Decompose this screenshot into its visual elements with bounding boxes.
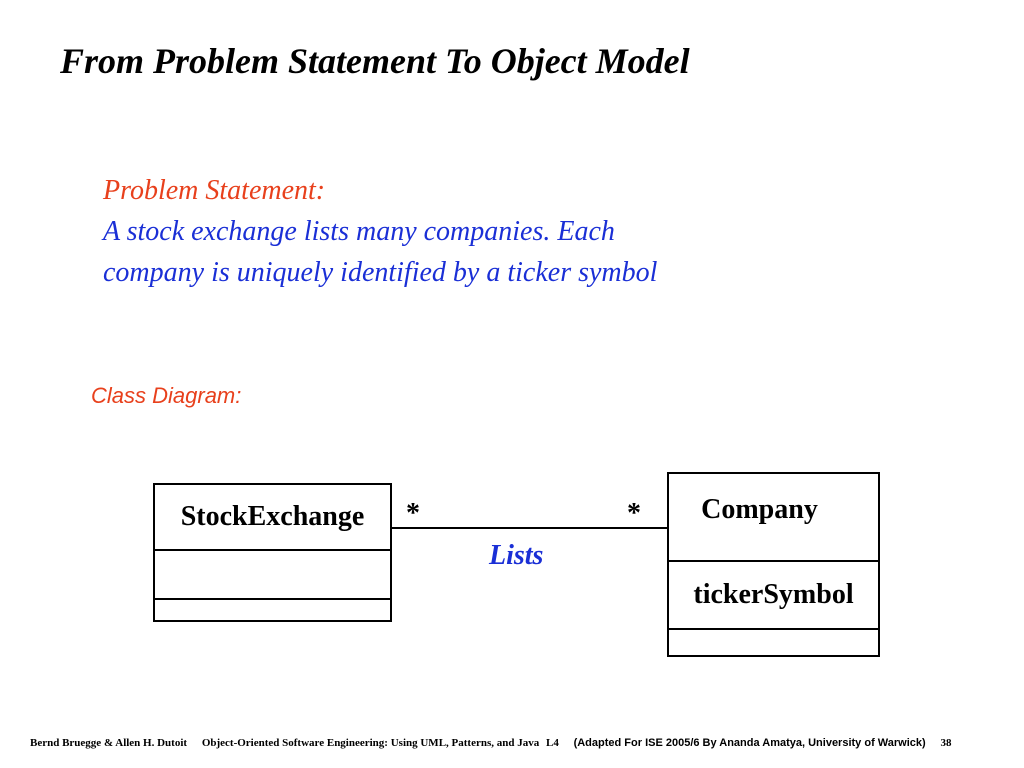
slide-title: From Problem Statement To Object Model [60, 41, 690, 81]
stockexchange-class-name: StockExchange [155, 485, 390, 551]
multiplicity-stockexchange: * [406, 498, 420, 529]
problem-heading: Problem Statement: [103, 175, 326, 206]
association-name: Lists [489, 540, 544, 571]
footer-adapted: (Adapted For ISE 2005/6 By Ananda Amatya, University of Warwick) [573, 737, 926, 749]
footer-authors: Bernd Bruegge & Allen H. Dutoit [30, 737, 188, 749]
problem-line-2: company is uniquely identified by a ticker symbol [103, 257, 658, 288]
company-attribute-tickersymbol: tickerSymbol [669, 562, 878, 630]
stockexchange-operations [155, 600, 390, 620]
problem-line-1: A stock exchange lists many companies. Each [103, 216, 615, 247]
footer-lecture: L4 [545, 737, 559, 749]
company-class-box [667, 472, 880, 657]
company-operations [669, 630, 878, 655]
footer [30, 737, 963, 749]
problem-statement [103, 170, 657, 293]
stockexchange-class-box [153, 483, 392, 622]
footer-page-number: 38 [940, 737, 952, 749]
footer-book: Object-Oriented Software Engineering: Using UML, Patterns, and Java [201, 737, 540, 749]
company-class-name: Company [669, 474, 878, 562]
stockexchange-attributes [155, 551, 390, 600]
class-diagram-label: Class Diagram: [91, 383, 242, 408]
multiplicity-company: * [627, 498, 641, 529]
association-line [392, 527, 667, 529]
